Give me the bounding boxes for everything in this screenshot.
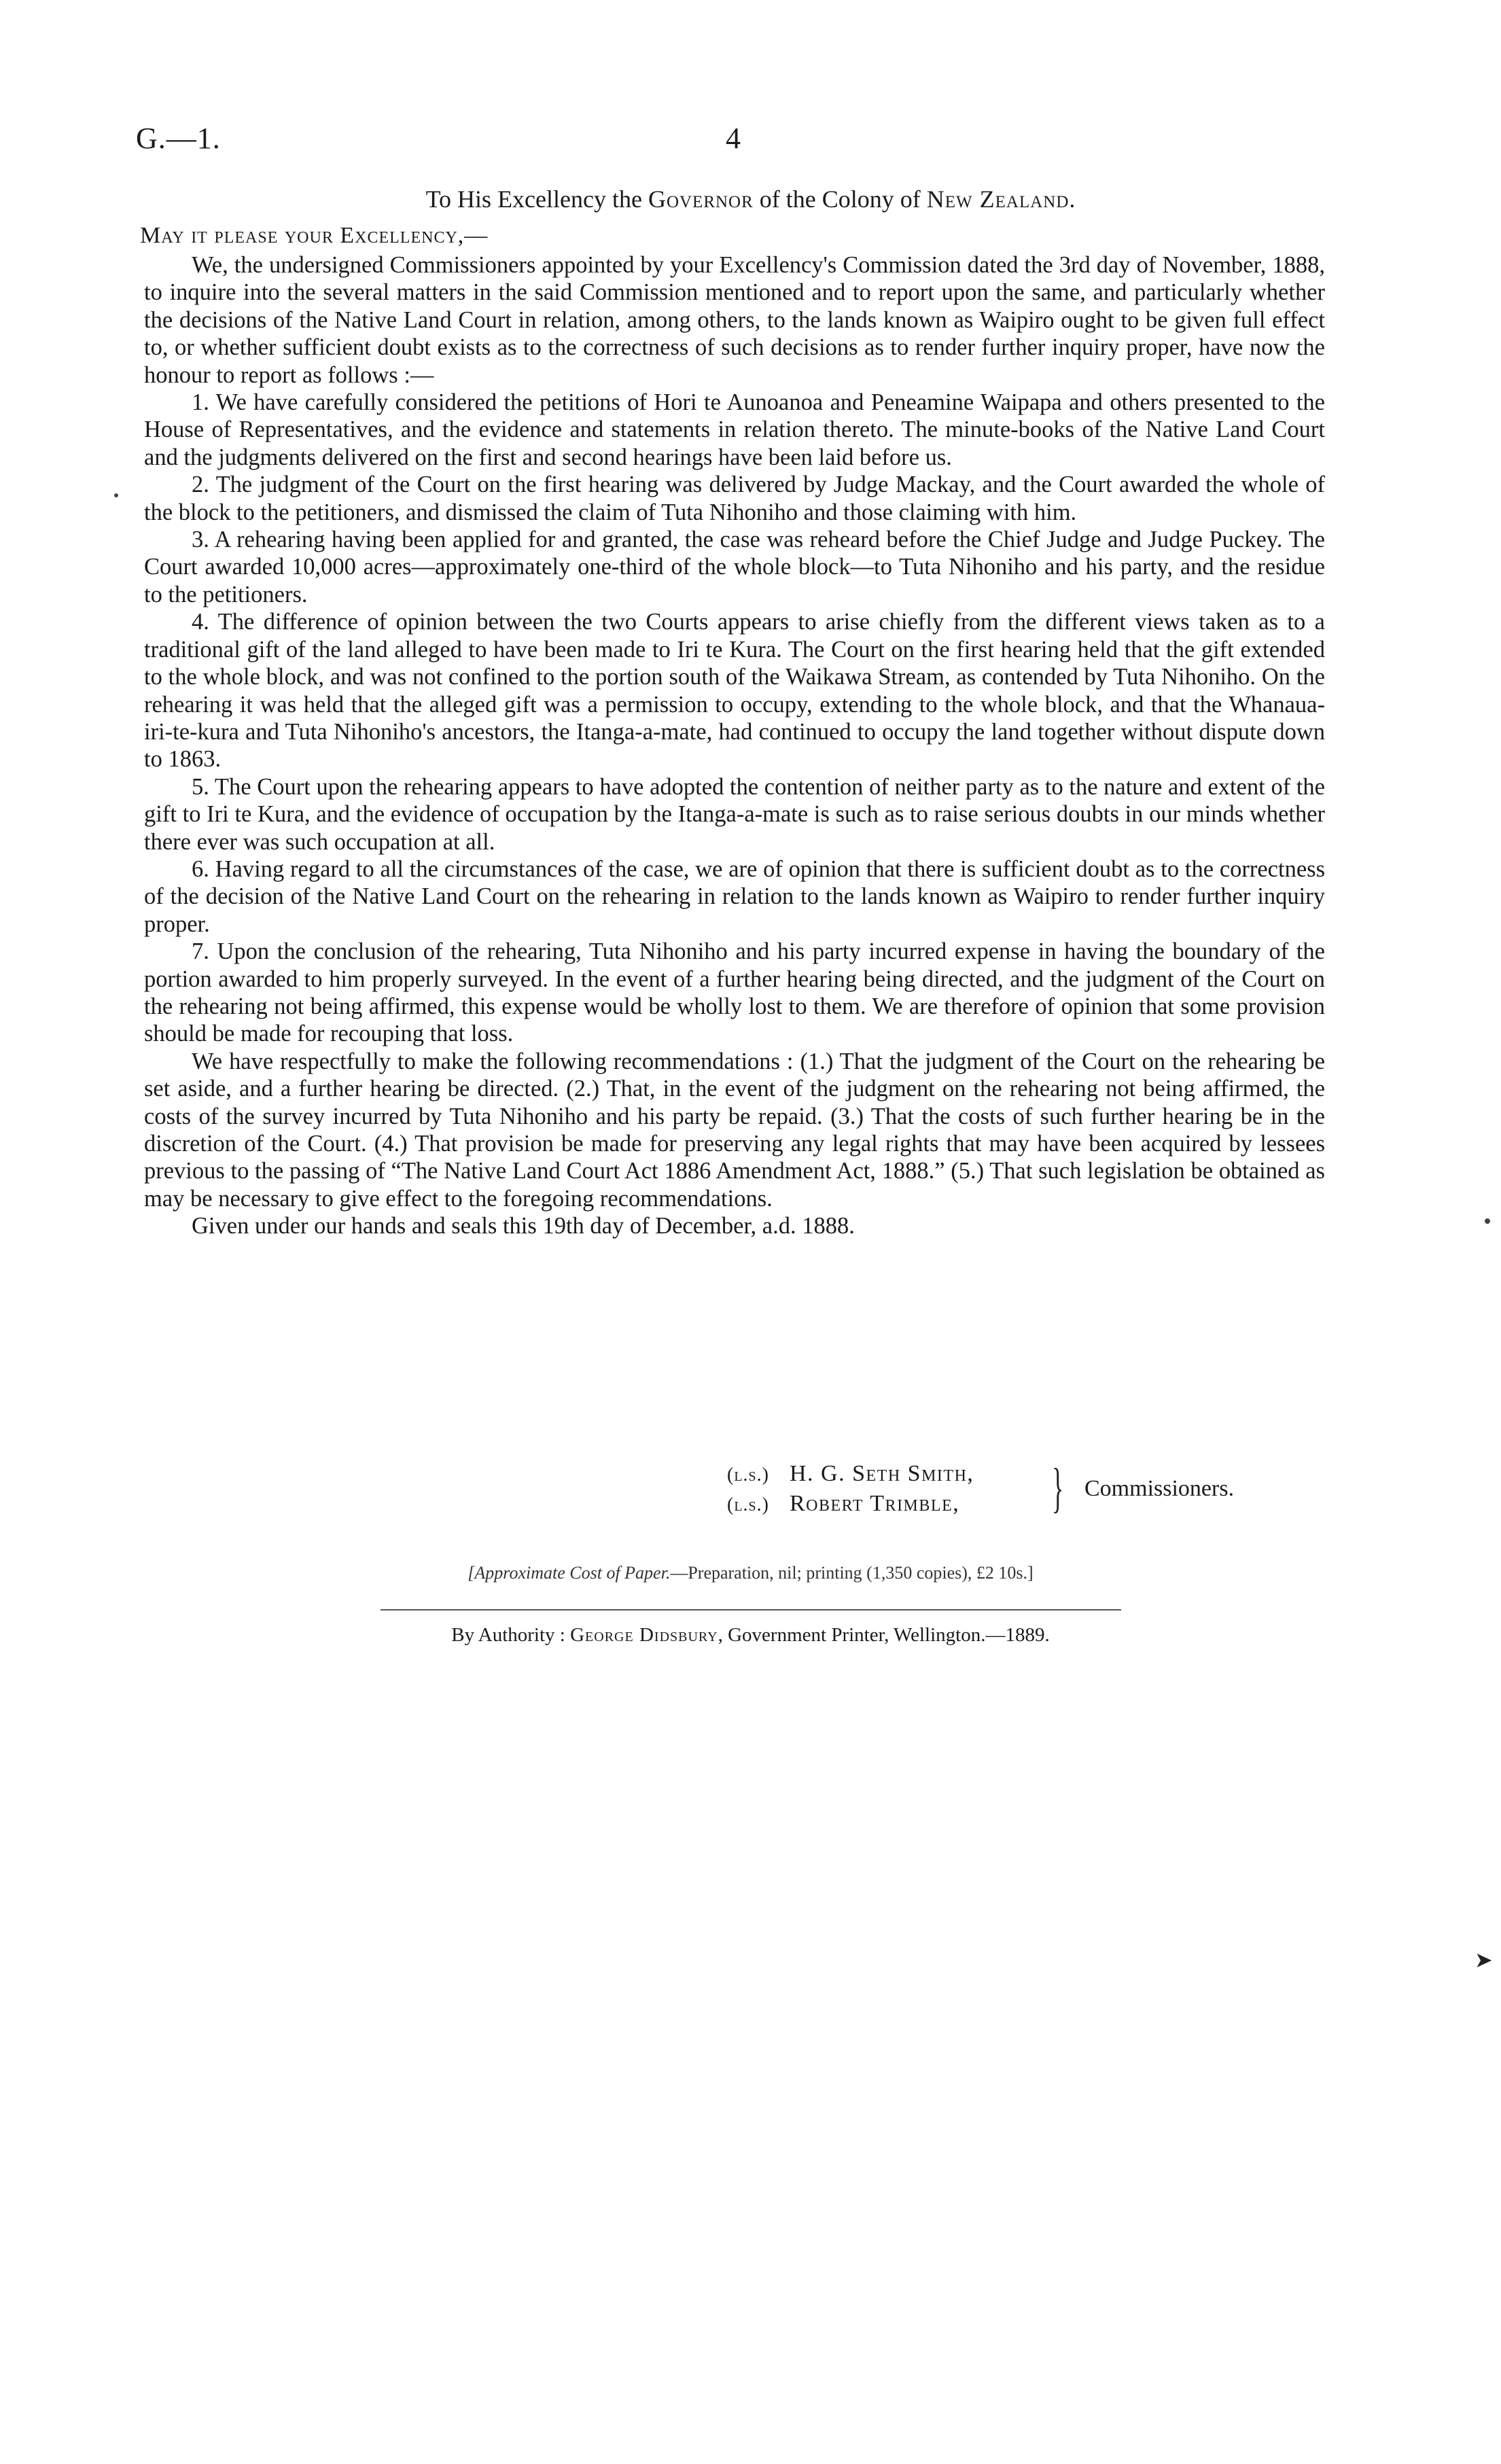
page-number: 4	[726, 122, 741, 155]
seal-mark: (l.s.)	[727, 1464, 769, 1485]
authority-suffix: , Government Printer, Wellington.—1889.	[718, 1624, 1050, 1646]
paragraph-2: 2. The judgment of the Court on the first hearing was delivered by Judge Mackay, and the Court awarded the whole of the block to the petitioners, and dismissed the claim of Tuta Nihoniho and those claiming with him.	[144, 472, 1325, 525]
salutation: May it please your Excellency,—	[140, 223, 489, 248]
paragraph-recommendations: We have respectfully to make the following recommendations : (1.) That the judgment of the Court on the rehearing be set aside, and a further hearing be directed. (2.) That, in the event of the judgment on the rehearing not being affirmed, the costs of the survey incurred by Tuta Nihoniho and his party be repaid. (3.) That the costs of such further hearing be in the discretion of the Court. (4.) That provision be made for preserving any legal rights that may have been acquired by lessees previous to the passing of “The Native Land Court Act 1886 Amendment Act, 1888.” (5.) That such legislation be obtained as may be necessary to give effect to the foregoing recommendations.	[144, 1048, 1325, 1212]
paragraph-4: 4. The difference of opinion between the two Courts appears to arise chiefly from the different views taken as to a traditional gift of the land alleged to have been made to Iri te Kura. The Court on the first hearing held that the gift extended to the whole block, and was not confined to the portion south of the Waikawa Stream, as contended by Tuta Nihoniho. On the rehearing it was held that the alleged gift was a permission to occupy, extending to the whole block, and that the Whanaua-iri-te-kura and Tuta Nihoniho's ancestors, the Itanga-a-mate, had continued to occupy the land together without dispute down to 1863.	[144, 609, 1325, 773]
paragraph-6: 6. Having regard to all the circumstances of the case, we are of opinion that there is sufficient doubt as to the correctness of the decision of the Native Land Court on the rehearing in relation to the lands known as Waipiro to render further inquiry proper.	[144, 856, 1325, 937]
printer-imprint	[0, 1624, 1501, 1647]
cost-label: [Approximate Cost of Paper.	[467, 1563, 671, 1583]
cost-detail: —Preparation, nil; printing (1,350 copies), £2 10s.]	[670, 1563, 1034, 1583]
paragraph-5: 5. The Court upon the rehearing appears to have adopted the contention of neither party as to the nature and extent of the gift to Iri te Kura, and the evidence of occupation by the Itanga-a-mate is such as to raise serious doubts in our minds whether there ever was such occupation at all.	[144, 773, 1325, 855]
scan-speck	[114, 493, 118, 497]
heading-governor: Governor	[648, 186, 754, 213]
paragraph-intro: We, the undersigned Commissioners appointed by your Excellency's Commission dated the 3rd day of November, 1888, to inquire into the several matters in the said Commission mentioned and to report upon the same, and particularly whether the decisions of the Native Land Court in relation, among others, to the lands known as Waipiro ought to be given full effect to, or whether sufficient doubt exists as to the correctness of such decisions as to render further inquiry proper, have now the honour to report as follows :—	[144, 252, 1325, 388]
signature-row	[727, 1490, 974, 1519]
paragraph-7: 7. Upon the conclusion of the rehearing, Tuta Nihoniho and his party incurred expense in having the boundary of the portion awarded to him properly surveyed. In the event of a further hearing being directed, and the judgment of the Court on the rehearing not being affirmed, this expense would be wholly lost to them. We are therefore of opinion that some provision should be made for recouping that loss.	[144, 938, 1325, 1047]
cost-note	[0, 1563, 1501, 1583]
page-reference: G.—1.	[136, 122, 221, 155]
heading-middle: of the Colony of	[753, 186, 927, 213]
signature-block	[727, 1458, 1235, 1519]
heading-colony: New Zealand	[926, 186, 1070, 213]
signatory-role: Commissioners.	[1084, 1476, 1235, 1501]
heading-suffix: .	[1069, 186, 1076, 213]
paragraph-given: Given under our hands and seals this 19th day of December, a.d. 1888.	[192, 1213, 855, 1239]
address-heading	[0, 185, 1501, 213]
brace-icon: }	[1052, 1458, 1064, 1518]
signatory-name: H. G. Seth Smith,	[790, 1461, 974, 1486]
divider-rule	[381, 1609, 1121, 1611]
report-body	[144, 251, 1325, 1240]
seal-mark: (l.s.)	[727, 1494, 769, 1515]
paragraph-1: 1. We have carefully considered the petitions of Hori te Aunoanoa and Peneamine Waipapa and others presented to the House of Representatives, and the evidence and statements in relation thereto. The minute-books of the Native Land Court and the judgments delivered on the first and second hearings have been laid before us.	[144, 389, 1325, 470]
margin-arrow-icon: ➤	[1474, 1948, 1493, 1972]
authority-prefix: By Authority :	[451, 1624, 571, 1646]
scan-dot	[1485, 1218, 1490, 1224]
printer-name: George Didsbury	[570, 1624, 718, 1646]
heading-prefix: To His Excellency the	[425, 186, 648, 213]
signature-row	[727, 1460, 974, 1490]
paragraph-3: 3. A rehearing having been applied for and granted, the case was reheard before the Chief Judge and Judge Puckey. The Court awarded 10,000 acres—approximately one-third of the whole block—to Tuta Nihoniho and his party, and the residue to the petitioners.	[144, 527, 1325, 608]
signatory-name: Robert Trimble,	[790, 1491, 960, 1516]
